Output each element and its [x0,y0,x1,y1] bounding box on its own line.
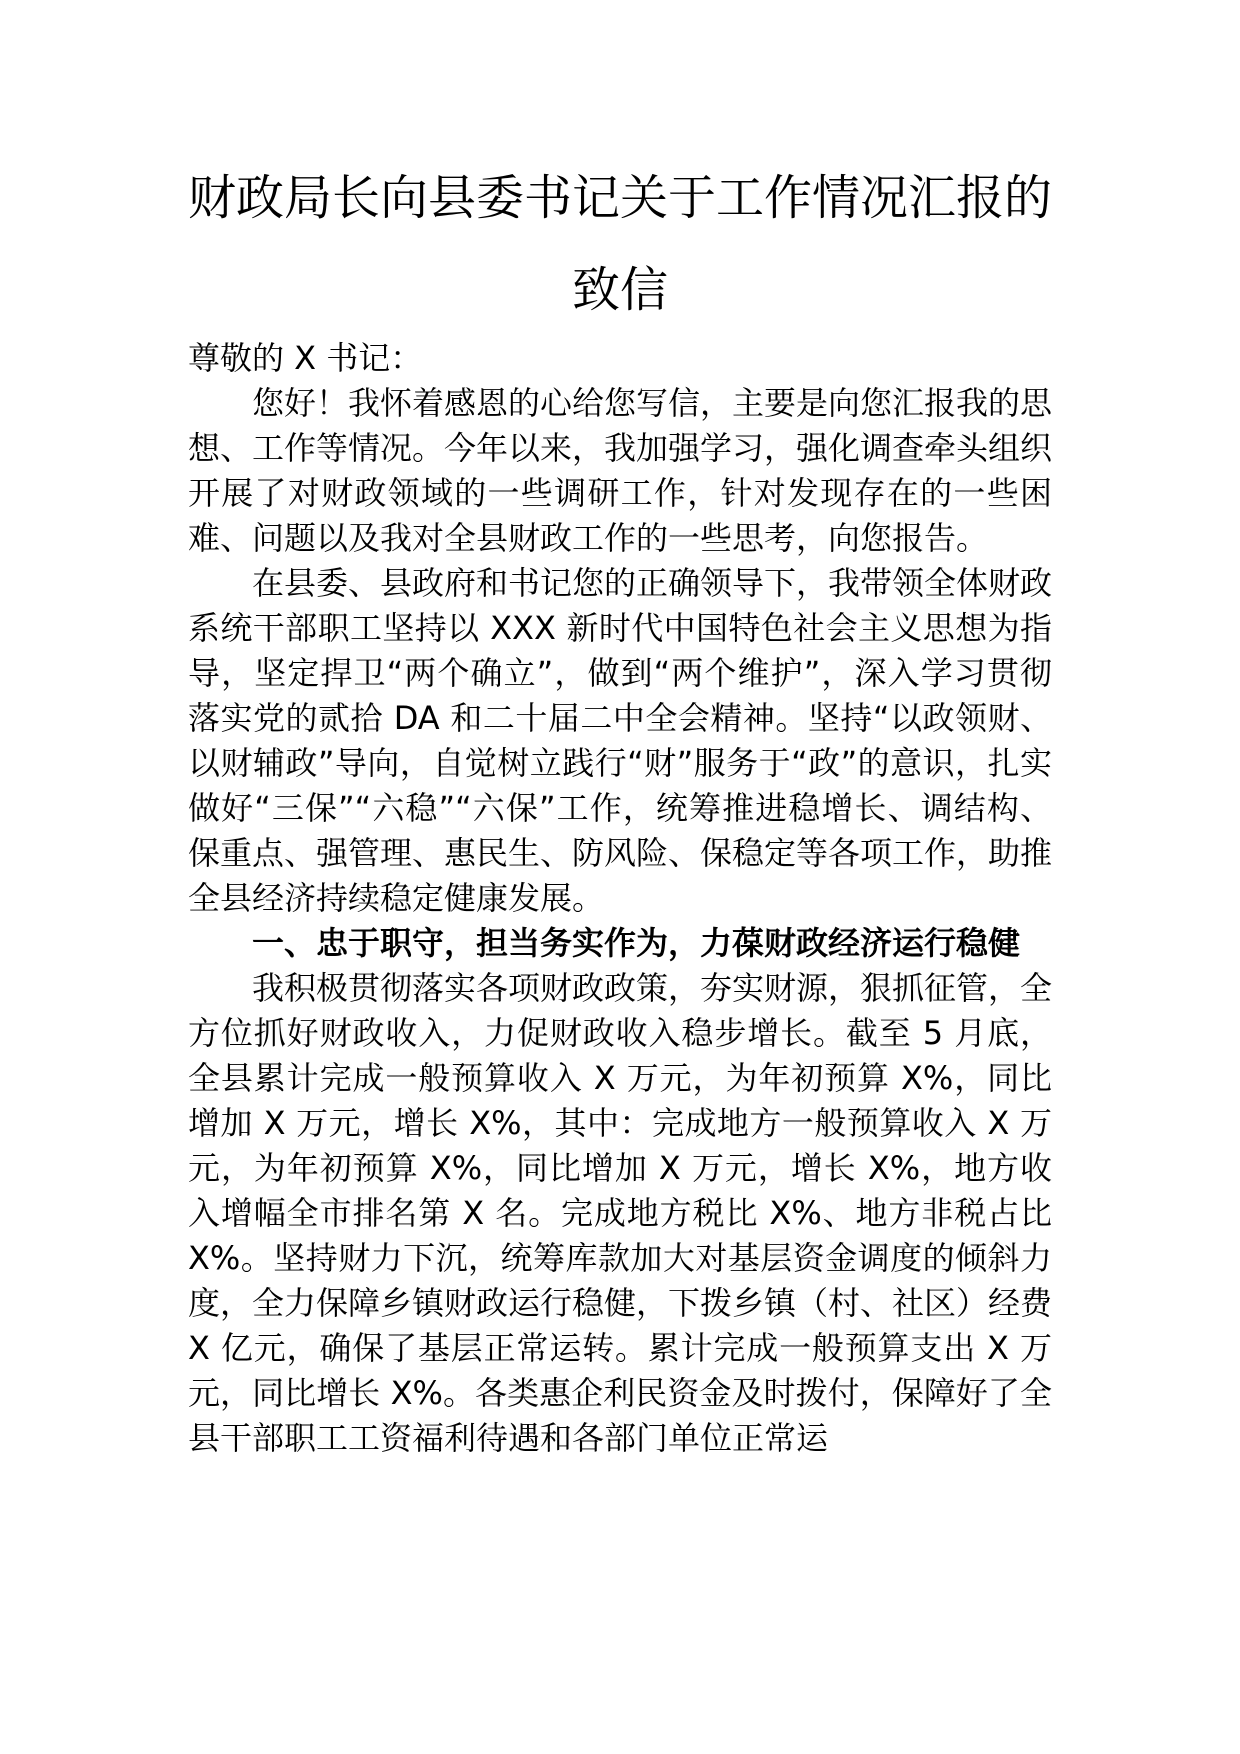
paragraph-leadership: 在县委、县政府和书记您的正确领导下，我带领全体财政系统干部职工坚持以 XXX 新时代中国特色社会主义思想为指导，坚定捍卫“两个确立”，做到“两个维护”，深入学习贯彻落实党的贰拾 DA 和二十届二中全会精神。坚持“以政领财、以财辅政”导向，自觉树立践行“财”服务于“政”的意识，扎实做好“三保”“六稳”“六保”工作，统筹推进稳增长、调结构、保重点、强管理、惠民生、防风险、保稳定等各项工作，助推全县经济持续稳定健康发展。 [188,564,1053,917]
paragraph-finance-report: 我积极贯彻落实各项财政政策，夯实财源，狠抓征管，全方位抓好财政收入，力促财政收入稳步增长。截至 5 月底，全县累计完成一般预算收入 X 万元，为年初预算 X%，同比增加 X 万元，增长 X%，其中：完成地方一般预算收入 X 万元，为年初预算 X%，同比增加 X 万元，增长 X%，地方收入增幅全市排名第 X 名。完成地方税比 X%、地方非税占比 X%。坚持财力下沉，统筹库款加大对基层资金调度的倾斜力度，全力保障乡镇财政运行稳健，下拨乡镇（村、社区）经费 X 亿元，确保了基层正常运转。累计完成一般预算支出 X 万元，同比增长 X%。各类惠企利民资金及时拨付，保障好了全县干部职工工资福利待遇和各部门单位正常运 [188,969,1053,1457]
document-title-line-2: 致信 [571,262,668,318]
section-heading: 一、忠于职守，担当务实作为，力葆财政经济运行稳健 [252,924,1021,962]
letter-body [188,336,1052,1461]
salutation: 尊敬的 X 书记： [188,339,423,377]
document-title-line-1: 财政局长向县委书记关于工作情况汇报的 [187,170,1052,226]
paragraph-greeting: 您好！我怀着感恩的心给您写信，主要是向您汇报我的思想、工作等情况。今年以来，我加强学习，强化调查牵头组织开展了对财政领域的一些调研工作，针对发现存在的一些困难、问题以及我对全县财政工作的一些思考，向您报告。 [188,384,1053,557]
